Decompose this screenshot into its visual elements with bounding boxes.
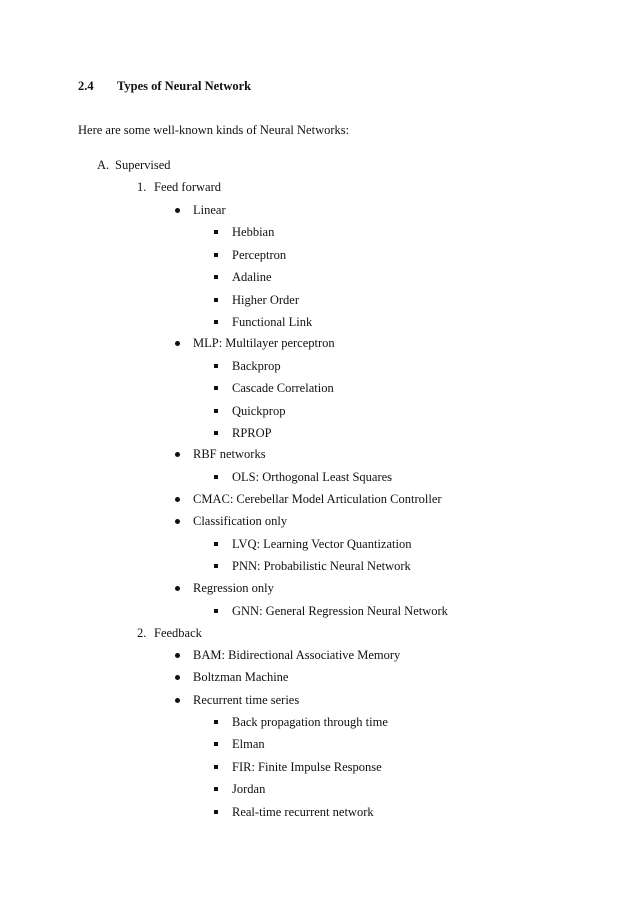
- bullet-square-icon: [214, 765, 218, 769]
- bullet-square-icon: [214, 253, 218, 257]
- bullet-dot-icon: [175, 341, 180, 346]
- classification-label: Classification only: [193, 514, 288, 528]
- bullet-dot-icon: [175, 698, 180, 703]
- bullet-square-icon: [214, 720, 218, 724]
- bullet-square-icon: [214, 475, 218, 479]
- feedforward-label: Feed forward: [154, 180, 221, 194]
- list-item: Elman: [232, 737, 265, 751]
- bullet-square-icon: [214, 542, 218, 546]
- bullet-square-icon: [214, 275, 218, 279]
- list-item: Functional Link: [232, 315, 313, 329]
- bullet-square-icon: [214, 386, 218, 390]
- list-item: Cascade Correlation: [232, 381, 334, 395]
- linear-label: Linear: [193, 203, 226, 217]
- bullet-dot-icon: [175, 208, 180, 213]
- cmac-label: CMAC: Cerebellar Model Articulation Controller: [193, 492, 442, 506]
- list-item: Backprop: [232, 359, 281, 373]
- list-item: OLS: Orthogonal Least Squares: [232, 470, 393, 484]
- bullet-dot-icon: [175, 452, 180, 457]
- list-item: Real-time recurrent network: [232, 805, 374, 819]
- list-item: Higher Order: [232, 293, 299, 307]
- list-item: LVQ: Learning Vector Quantization: [232, 537, 412, 551]
- list-item: GNN: General Regression Neural Network: [232, 604, 448, 618]
- bullet-dot-icon: [175, 497, 180, 502]
- bullet-square-icon: [214, 810, 218, 814]
- bullet-dot-icon: [175, 675, 180, 680]
- list-item: Quickprop: [232, 404, 286, 418]
- bullet-square-icon: [214, 742, 218, 746]
- section-number: 2.4: [78, 79, 94, 93]
- regression-label: Regression only: [193, 581, 274, 595]
- bullet-square-icon: [214, 320, 218, 324]
- bullet-square-icon: [214, 787, 218, 791]
- feedback-label: Feedback: [154, 626, 202, 640]
- list-item: Hebbian: [232, 225, 275, 239]
- bullet-square-icon: [214, 409, 218, 413]
- bullet-square-icon: [214, 298, 218, 302]
- bullet-square-icon: [214, 564, 218, 568]
- list-item: Perceptron: [232, 248, 287, 262]
- intro-paragraph: Here are some well-known kinds of Neural Networks:: [78, 123, 350, 137]
- list-item: PNN: Probabilistic Neural Network: [232, 559, 411, 573]
- bullet-dot-icon: [175, 519, 180, 524]
- list-marker-a: A.: [97, 158, 110, 172]
- bullet-square-icon: [214, 230, 218, 234]
- rbf-label: RBF networks: [193, 447, 266, 461]
- list-item: FIR: Finite Impulse Response: [232, 760, 382, 774]
- list-item: RPROP: [232, 426, 272, 440]
- list-item: Jordan: [232, 782, 266, 796]
- boltzmann-label: Boltzman Machine: [193, 670, 289, 684]
- bullet-dot-icon: [175, 653, 180, 658]
- section-title: Types of Neural Network: [117, 79, 252, 93]
- list-marker-2: 2.: [137, 626, 147, 640]
- bullet-square-icon: [214, 609, 218, 613]
- bullet-square-icon: [214, 364, 218, 368]
- mlp-label: MLP: Multilayer perceptron: [193, 336, 335, 350]
- bullet-dot-icon: [175, 586, 180, 591]
- bullet-square-icon: [214, 431, 218, 435]
- list-marker-1: 1.: [137, 180, 147, 194]
- bam-label: BAM: Bidirectional Associative Memory: [193, 648, 401, 662]
- recurrent-label: Recurrent time series: [193, 693, 300, 707]
- list-item: Adaline: [232, 270, 272, 284]
- supervised-label: Supervised: [115, 158, 171, 172]
- list-item: Back propagation through time: [232, 715, 388, 729]
